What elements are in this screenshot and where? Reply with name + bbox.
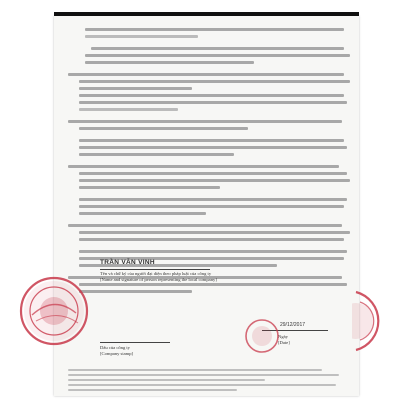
- date-label-en: [Date]: [278, 340, 290, 345]
- company-seal-stamp: [18, 275, 90, 347]
- signature-caption: [100, 271, 270, 283]
- date-seal-stamp: [244, 318, 280, 354]
- date-value: 29/12/2017: [280, 322, 306, 328]
- company-stamp-label-en: [Company stamp]: [100, 351, 134, 356]
- document-page: [54, 16, 359, 396]
- company-stamp-line: [100, 342, 170, 343]
- signature-caption-vi: Tên và chữ ký của người đại diện theo pháp luật của công ty: [100, 271, 212, 276]
- company-stamp-label-vi: Dấu của công ty: [100, 345, 130, 350]
- signatory-name: TRẦN VĂN VINH: [100, 259, 155, 266]
- signature-line: [100, 269, 210, 270]
- footnotes-block: [68, 366, 350, 394]
- body-text-block: [68, 24, 350, 296]
- signature-caption-en: [Name and signature of person representing the local company]: [100, 277, 217, 282]
- company-stamp-label: [100, 345, 133, 357]
- date-label-vi: Ngày: [278, 334, 288, 339]
- page-edge-seal-stamp: [352, 286, 392, 356]
